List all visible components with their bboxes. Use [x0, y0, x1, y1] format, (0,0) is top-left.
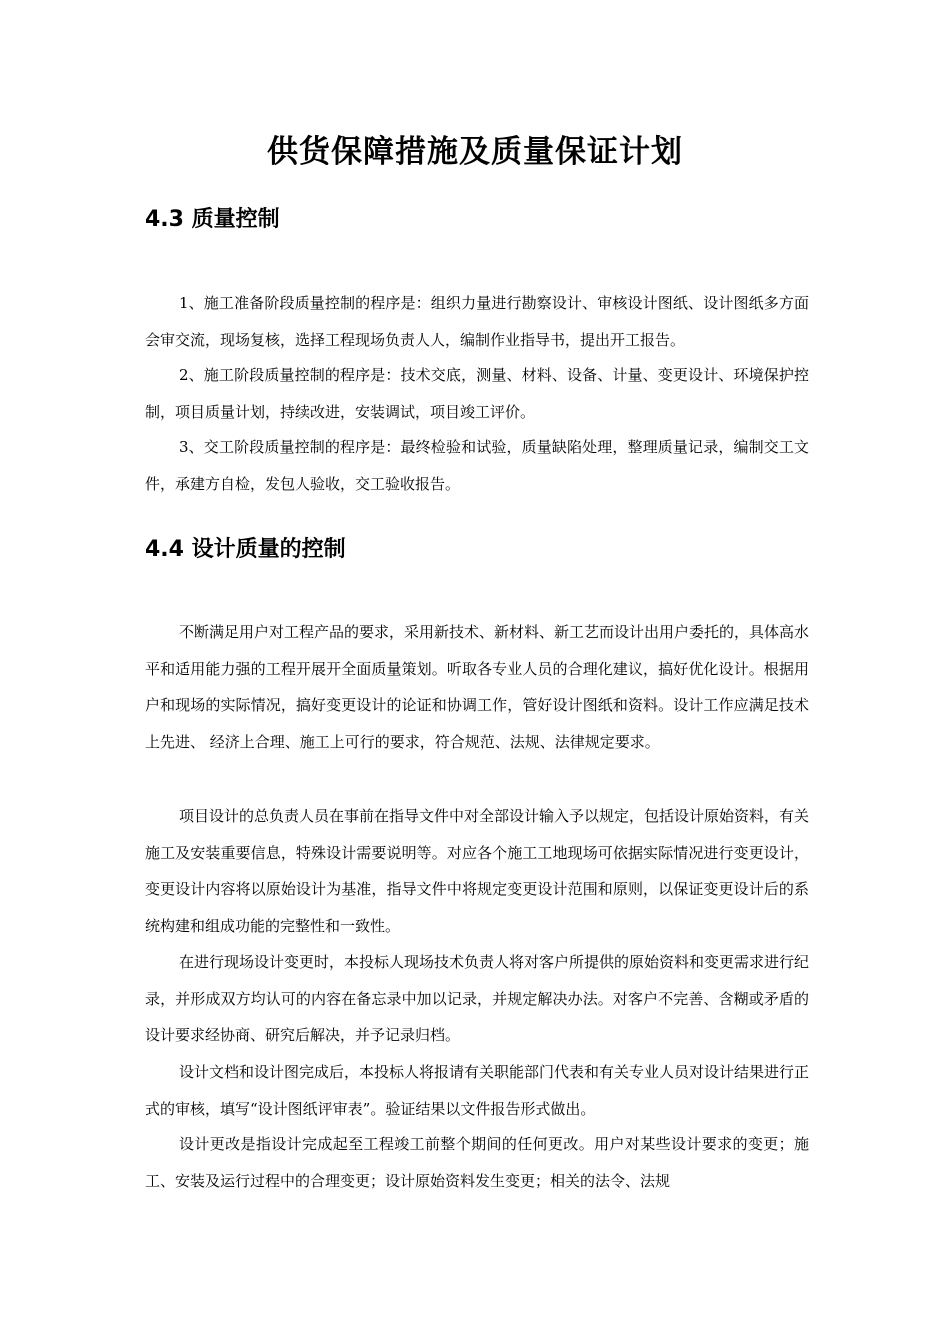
paragraph-design-input: 项目设计的总负责人员在事前在指导文件中对全部设计输入予以规定，包括设计原始资料，有关施工及安装重要信息，特殊设计需要说明等。对应各个施工工地现场可依据实际情况进行变更设计，变更设计内容将以原始设计为基准，指导文件中将规定变更设计范围和原则，以保证变更设计后的系统构建和组成功能的完整性和一致性。 — [145, 807, 810, 935]
paragraph-prep-stage: 1、施工准备阶段质量控制的程序是：组织力量进行勘察设计、审核设计图纸、设计图纸多方面会审交流，现场复核，选择工程现场负责人人，编制作业指导书，提出开工报告。 — [145, 294, 809, 349]
paragraph-design-requirements: 不断满足用户对工程产品的要求，采用新技术、新材料、新工艺而设计出用户委托的，具体高水平和适用能力强的工程开展开全面质量策划。听取各专业人员的合理化建议，搞好优化设计。根据用户和现场的实际情况，搞好变更设计的论证和协调工作，管好设计图纸和资料。设计工作应满足技术上先进、 经济上合理、施工上可行的要求，符合规范、法规、法律规定要求。 — [145, 623, 810, 751]
paragraph-design-modification: 设计更改是指设计完成起至工程竣工前整个期间的任何更改。用户对某些设计要求的变更；施工、安装及运行过程中的合理变更；设计原始资料发生变更；相关的法令、法规 — [145, 1135, 809, 1190]
section-heading-4-3: 4.3 质量控制 — [145, 207, 280, 232]
paragraph-design-review: 设计文档和设计图完成后，本投标人将报请有关职能部门代表和有关专业人员对设计结果进行正式的审核，填写“设计图纸评审表”。验证结果以文件报告形式做出。 — [145, 1063, 810, 1118]
section-heading-4-4: 4.4 设计质量的控制 — [145, 537, 346, 562]
paragraph-onsite-changes: 在进行现场设计变更时，本投标人现场技术负责人将对客户所提供的原始资料和变更需求进行纪录，并形成双方均认可的内容在备忘录中加以记录，并规定解决办法。对客户不完善、含糊或矛盾的设计要求经协商、研究后解决，并予记录归档。 — [145, 953, 810, 1044]
paragraph-handover-stage: 3、交工阶段质量控制的程序是：最终检验和试验，质量缺陷处理，整理质量记录，编制交工文件，承建方自检，发包人验收，交工验收报告。 — [145, 438, 809, 493]
paragraph-construction-stage: 2、施工阶段质量控制的程序是：技术交底，测量、材料、设备、计量、变更设计、环境保护控制，项目质量计划，持续改进，安装调试，项目竣工评价。 — [145, 366, 809, 421]
document-title: 供货保障措施及质量保证计划 — [267, 134, 683, 170]
